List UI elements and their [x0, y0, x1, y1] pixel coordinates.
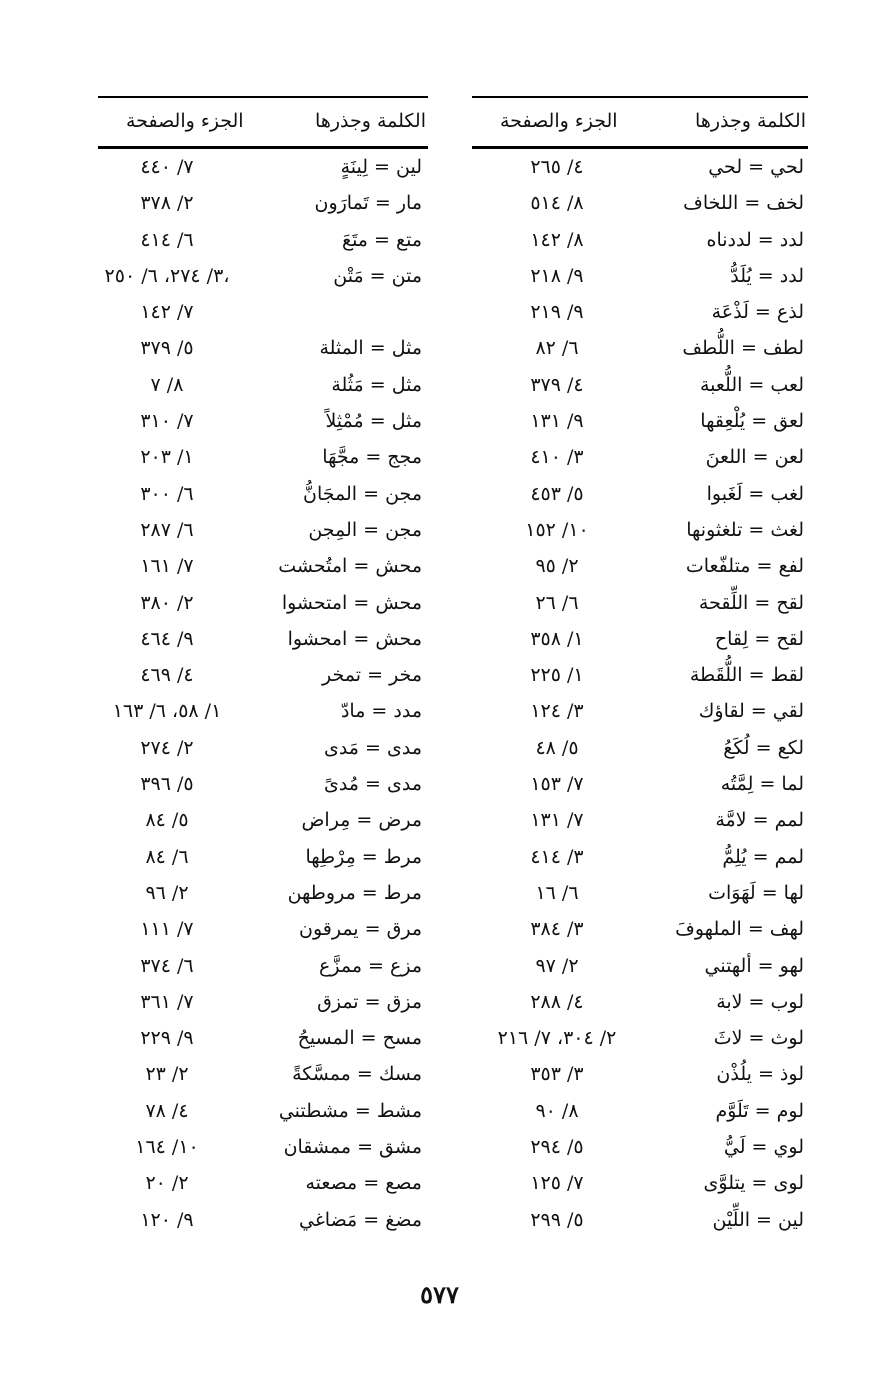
index-word: مخر = تمخر [322, 664, 422, 687]
index-word: مشط = مشطتني [278, 1099, 422, 1122]
index-row [98, 1202, 428, 1238]
index-ref: ٤/ ٢٨٨ [530, 990, 584, 1013]
index-word: لوب = لابة [716, 990, 804, 1013]
index-word: لهو = ألهتني [704, 954, 804, 977]
index-row [98, 984, 428, 1020]
index-row [98, 693, 428, 729]
index-ref: ١/ ٢٠٣ [140, 446, 194, 469]
index-word: مجن = المِجن [308, 518, 422, 541]
index-row [98, 875, 428, 911]
index-ref: ٧/ ١٣١ [530, 809, 584, 832]
index-ref: ٥/ ٢٩٩ [530, 1208, 584, 1231]
index-word: مدى = مَدى [323, 736, 422, 759]
index-word: مرض = مِراض [301, 809, 422, 832]
index-row [472, 911, 808, 947]
left-column [98, 96, 428, 1238]
index-ref: ٩/ ١٣١ [530, 410, 584, 433]
index-word: متن = مَتْن [333, 264, 422, 287]
index-row [98, 730, 428, 766]
index-word: محش = امتحشوا [281, 591, 422, 614]
index-word: لغب = لَغَبوا [706, 482, 804, 505]
index-row [472, 1056, 808, 1092]
index-row [98, 585, 428, 621]
index-row [472, 258, 808, 294]
index-row [98, 766, 428, 802]
index-row [98, 149, 428, 185]
index-ref: ٢/ ٢٧٤ [140, 736, 194, 759]
index-row [98, 548, 428, 584]
index-ref: ٢/ ٩٥ [535, 555, 579, 578]
index-word: مصع = مصعته [305, 1172, 422, 1195]
index-row [472, 330, 808, 366]
index-word: محش = امتُحشت [278, 555, 422, 578]
index-row [98, 1165, 428, 1201]
index-row [472, 1129, 808, 1165]
index-ref: ٣/ ٣٨٤ [530, 918, 584, 941]
index-ref: ٣/ ٤١٠ [530, 446, 584, 469]
index-word: مسك = ممسَّكةً [292, 1063, 422, 1086]
index-row [98, 657, 428, 693]
index-word: لذع = لَذْعَة [711, 301, 804, 324]
index-row [472, 185, 808, 221]
index-ref: ٩/ ٢٢٩ [140, 1027, 194, 1050]
index-ref: ٢/ ٢٠ [145, 1172, 189, 1195]
index-word: لدد = لددناه [706, 228, 804, 251]
index-word: لطف = اللُّطف [682, 337, 804, 360]
index-word: لين = اللِّيْن [712, 1208, 804, 1231]
index-word: لخف = اللخاف [683, 192, 804, 215]
index-word: لدد = يُلَدُّ [730, 264, 804, 287]
index-row [472, 403, 808, 439]
index-ref: ٥/ ٨٤ [145, 809, 189, 832]
index-row [472, 548, 808, 584]
index-ref: ٨/ ٥١٤ [530, 192, 584, 215]
header-ref-label: الجزء والصفحة [500, 110, 618, 132]
index-word: مزع = ممزَّع [319, 954, 422, 977]
index-word: لها = لَهَوَات [708, 881, 804, 904]
index-word: مدى = مُدىً [323, 773, 422, 796]
index-row [98, 1056, 428, 1092]
index-word: مرق = يمرقون [298, 918, 422, 941]
index-row [472, 621, 808, 657]
index-ref: ٢/ ٩٦ [145, 881, 189, 904]
index-ref: ٦/ ١٦ [535, 881, 579, 904]
index-word: مثل = مُمْثِلاً [325, 410, 422, 433]
index-row [472, 1202, 808, 1238]
index-ref: ٥/ ٣٧٩ [140, 337, 194, 360]
index-row [472, 657, 808, 693]
index-ref: ١٠/ ١٥٢ [525, 518, 589, 541]
index-row [98, 185, 428, 221]
index-word: مجج = مجَّهَا [322, 446, 422, 469]
index-word: مار = تَمارَون [314, 192, 422, 215]
index-ref: ٩/ ٤٦٤ [140, 627, 194, 650]
index-word: لهف = الملهوفَ [675, 918, 804, 941]
index-row [472, 294, 808, 330]
index-word: مدد = مادّ [340, 700, 422, 723]
right-column-header [472, 98, 808, 149]
index-ref: ٧/ ١٢٥ [530, 1172, 584, 1195]
index-ref: ٦/ ٣٠٠ [140, 482, 194, 505]
index-ref: ٧/ ٣١٠ [140, 410, 194, 433]
index-ref: ٨/ ١٤٢ [530, 228, 584, 251]
index-word: محش = امحشوا [287, 627, 422, 650]
index-word: لكع = لُكَعُ [723, 736, 804, 759]
index-word: مشق = ممشقان [283, 1136, 422, 1159]
index-ref: ٧/ ١٥٣ [530, 773, 584, 796]
index-ref: ٥/ ٢٩٤ [530, 1136, 584, 1159]
index-row [98, 294, 428, 330]
index-word: لقط = اللُّقَطة [689, 664, 804, 687]
index-row [472, 585, 808, 621]
index-ref: ٧/ ١٦١ [140, 555, 194, 578]
index-row [98, 258, 428, 294]
index-ref: ٥/ ٤٥٣ [530, 482, 584, 505]
index-row [472, 730, 808, 766]
header-word-label: الكلمة وجذرها [315, 110, 426, 132]
index-ref: ٢/ ٢٣ [145, 1063, 189, 1086]
left-column-header [98, 98, 428, 149]
index-ref: ٨/ ٧ [150, 373, 184, 396]
index-row [98, 621, 428, 657]
index-ref: ٦/ ٤١٤ [140, 228, 194, 251]
index-word: لغث = تلغثونها [686, 518, 804, 541]
index-row [472, 367, 808, 403]
index-word: لعق = يُلْعِقها [700, 410, 804, 433]
index-row [472, 149, 808, 185]
index-row [472, 875, 808, 911]
index-word: مسح = المسيحُ [297, 1027, 422, 1050]
index-row [472, 439, 808, 475]
index-row [98, 512, 428, 548]
index-ref: ٩/ ٢١٩ [530, 301, 584, 324]
index-ref: ٦/ ٣٧٤ [140, 954, 194, 977]
index-ref: ٢/ ٣٧٨ [140, 192, 194, 215]
index-ref: ١/ ٥٨، ٦/ ١٦٣ [112, 700, 222, 723]
index-ref: ١/ ٣٥٨ [530, 627, 584, 650]
index-word: لوم = تَلَوَّم [715, 1099, 804, 1122]
index-row [98, 948, 428, 984]
index-word: لقح = اللِّقحة [698, 591, 804, 614]
header-word-label: الكلمة وجذرها [695, 110, 806, 132]
index-ref: ٦/ ٢٦ [535, 591, 579, 614]
index-row [472, 1093, 808, 1129]
index-row [472, 693, 808, 729]
index-ref: ٤/ ٢٦٥ [530, 156, 584, 178]
index-ref: ٣/ ٢٧٤، ٦/ ٢٥٠، [104, 264, 230, 287]
index-ref: ٩/ ٢١٨ [530, 264, 584, 287]
index-row [472, 1165, 808, 1201]
index-word: مثل = المثلة [319, 337, 422, 360]
index-ref: ٧/ ٣٦١ [140, 990, 194, 1013]
index-word: مرط = مروطهن [287, 881, 422, 904]
index-row [98, 367, 428, 403]
index-word: لوى = يتلوَّى [703, 1172, 804, 1195]
index-word: لوث = لاثَ [713, 1027, 804, 1050]
index-row [472, 476, 808, 512]
index-row [98, 1093, 428, 1129]
index-ref: ١/ ٢٢٥ [530, 664, 584, 687]
index-ref: ٣/ ٣٥٣ [530, 1063, 584, 1086]
index-word: مرط = مِرْطِها [305, 845, 422, 868]
index-ref: ٥/ ٤٨ [535, 736, 579, 759]
index-ref: ٢/ ٣٨٠ [140, 591, 194, 614]
index-word: لعن = اللعنَ [705, 446, 804, 469]
index-row [98, 839, 428, 875]
right-column [472, 96, 808, 1238]
index-row [98, 403, 428, 439]
index-row [472, 766, 808, 802]
index-word: مزق = تمزق [317, 990, 422, 1013]
left-column-rows [98, 149, 428, 1238]
index-ref: ٧/ ١٤٢ [140, 301, 194, 324]
index-row [98, 330, 428, 366]
index-row [98, 476, 428, 512]
index-row [98, 439, 428, 475]
index-word: لوي = لَيُّ [723, 1136, 804, 1159]
index-word: مجن = المجَانُّ [303, 482, 422, 505]
index-ref: ١٠/ ١٦٤ [135, 1136, 199, 1159]
index-word: لما = لِمَّتُه [720, 773, 804, 796]
index-row [98, 1020, 428, 1056]
index-row [472, 802, 808, 838]
index-row [472, 948, 808, 984]
page-number: ٥٧٧ [420, 1280, 459, 1309]
index-row [98, 911, 428, 947]
index-row [472, 222, 808, 258]
index-ref: ٤/ ٧٨ [145, 1099, 189, 1122]
index-ref: ٤/ ٣٧٩ [530, 373, 584, 396]
index-word: لوذ = يلُذْن [716, 1063, 804, 1086]
index-word: متع = متَعَ [341, 228, 422, 251]
index-ref: ٩/ ١٢٠ [140, 1208, 194, 1231]
index-word: مثل = مَثُلة [331, 373, 422, 396]
index-ref: ٦/ ٨٢ [535, 337, 579, 360]
index-row [472, 984, 808, 1020]
index-word: لحي = لحي [708, 156, 804, 178]
index-ref: ٢/ ٩٧ [535, 954, 579, 977]
index-word: مضغ = مَضاغي [299, 1208, 422, 1231]
index-row [98, 802, 428, 838]
index-word: لمم = لامَّة [715, 809, 804, 832]
index-ref: ٦/ ٨٤ [145, 845, 189, 868]
index-row [472, 839, 808, 875]
right-column-rows [472, 149, 808, 1238]
index-ref: ٨/ ٩٠ [535, 1099, 579, 1122]
index-ref: ٦/ ٢٨٧ [140, 518, 194, 541]
index-row [98, 222, 428, 258]
index-word: لمم = يُلِمُّ [722, 845, 804, 868]
index-word: لفع = متلفّعات [685, 555, 804, 578]
index-ref: ٤/ ٤٦٩ [140, 664, 194, 687]
index-ref: ٢/ ٣٠٤، ٧/ ٢١٦ [497, 1027, 617, 1050]
index-word: لقح = لِقاح [714, 627, 804, 650]
index-row [98, 1129, 428, 1165]
index-row [472, 1020, 808, 1056]
index-ref: ٧/ ١١١ [140, 918, 194, 941]
index-ref: ٣/ ١٢٤ [530, 700, 584, 723]
index-ref: ٥/ ٣٩٦ [140, 773, 194, 796]
index-word: لعب = اللُّعبة [699, 373, 804, 396]
index-word: لقي = لقاؤك [698, 700, 804, 723]
index-row [472, 512, 808, 548]
header-ref-label: الجزء والصفحة [126, 110, 244, 132]
index-ref: ٣/ ٤١٤ [530, 845, 584, 868]
index-word: لين = لِينَةٍ [340, 156, 422, 178]
index-ref: ٧/ ٤٤٠ [140, 156, 194, 178]
